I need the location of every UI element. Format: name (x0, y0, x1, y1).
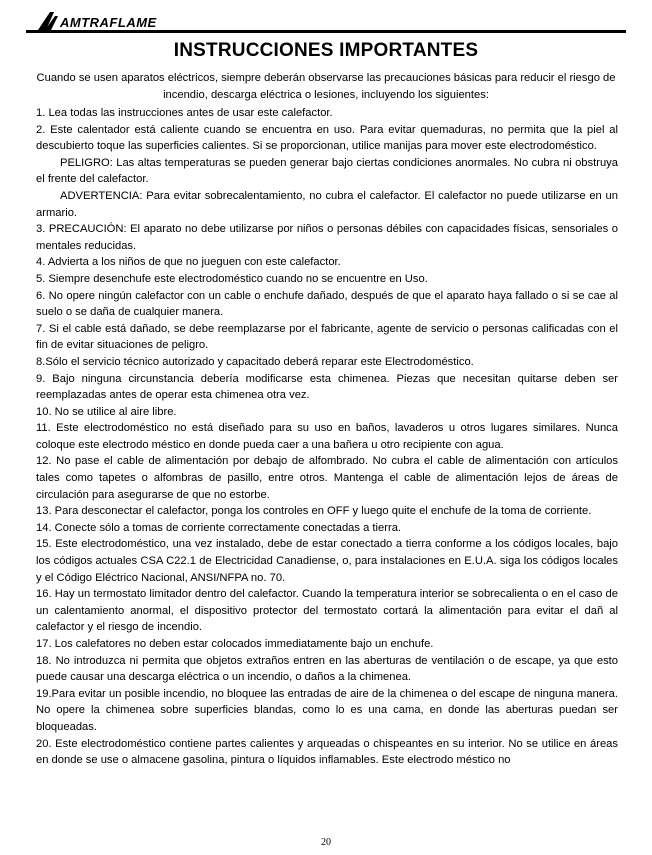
intro-paragraph: Cuando se usen aparatos eléctricos, siempre deberán observarse las precauciones básicas para reducir el riesgo de incendio, descarga eléctrica o lesiones, incluyendo los siguientes: (36, 72, 616, 101)
instruction-item: 7. Si el cable está dañado, se debe reemplazarse por el fabricante, agente de servicio o personas calificadas con el fin de evitar situaciones de peligro. (36, 322, 618, 352)
instruction-item: 11. Este electrodoméstico no está diseñado para su uso en baños, lavaderos u otros lugares similares. Nunca coloque este electrodo méstico en donde pueda caer a una bañera u otro recipiente con agua. (36, 422, 618, 451)
instruction-item: 5. Siempre desenchufe este electrodoméstico cuando no se encuentre en Uso. (36, 272, 428, 285)
instruction-item: PELIGRO: Las altas temperaturas se pueden generar bajo ciertas condiciones anormales. No cubra ni obstruya el frente del calefactor. (36, 156, 618, 186)
instruction-item: 14. Conecte sólo a tomas de corriente correctamente conectadas a tierra. (36, 521, 402, 534)
instruction-item: 17. Los calefatores no deben estar colocados immediatamente bajo un enchufe. (36, 638, 434, 650)
brand-logo (36, 8, 157, 32)
instruction-item: 6. No opere ningún calefactor con un cable o enchufe dañado, después de que el aparato haya fallado o si se cae al suelo o se daña de cualquier manera. (36, 289, 618, 319)
page-number: 20 (321, 837, 331, 848)
brand-name: AMTRAFLAME (60, 15, 157, 30)
instruction-item: 4. Advierta a los niños de que no jueguen con este calefactor. (36, 256, 341, 269)
page-title: INSTRUCCIONES IMPORTANTES (173, 40, 479, 61)
instruction-item: 19.Para evitar un posible incendio, no bloquee las entradas de aire de la chimenea o del escape de ninguna manera. No opere la chimenea sobre superficies blandas, como lo es una cama, en donde las aberturas puedan ser bloqueadas. (36, 687, 618, 733)
instruction-item: 20. Este electrodoméstico contiene partes calientes y arqueadas o chispeantes en su interior. No se utilice en áreas en donde se use o almacene gasolina, pintura o líquidos inflamables. Este electrodo méstico no (36, 737, 618, 767)
header-rule (26, 30, 626, 33)
page-header (26, 8, 626, 32)
instruction-item: 15. Este electrodoméstico, una vez instalado, debe de estar conectado a tierra conforme a los códigos locales, bajo los códigos actuales CSA C22.1 de Electricidad Canadiense, o, para instalaciones en E.U.A. siga los códigos locales y el Código Eléctrico Nacional, ANSI/NFPA no. 70. (36, 538, 618, 584)
instruction-item: 1. Lea todas las instrucciones antes de usar este calefactor. (36, 107, 333, 119)
instruction-item: 10. No se utilice al aire libre. (36, 405, 177, 418)
instruction-item: 13. Para desconectar el calefactor, ponga los controles en OFF y luego quite el enchufe de la toma de corriente. (36, 505, 592, 518)
instruction-item: ADVERTENCIA: Para evitar sobrecalentamiento, no cubra el calefactor. El calefactor no puede utilizarse en un armario. (36, 189, 618, 219)
instruction-item: 16. Hay un termostato limitador dentro del calefactor. Cuando la temperatura interior se sobrecalienta o en el caso de un calentamiento anormal, el dispositivo protector del termostato cortará la alimentación para evitar el dañ al calefactor y el riesgo de incendio. (36, 588, 618, 634)
instructions-list (36, 105, 618, 769)
instruction-item: 9. Bajo ninguna circunstancia debería modificarse esta chimenea. Piezas que necesitan quitarse deben ser reemplazadas antes de operar esta chimenea otra vez. (36, 372, 618, 402)
instruction-item: 12. No pase el cable de alimentación por debajo de alfombrado. No cubra el cable de alimentación con artículos tales como tapetes o alfombras de pasillo, entre otros. Mantenga el cable de alimentación lejos de áreas de circulación para asegurarse de que no estorbe. (36, 455, 618, 501)
instruction-item: 2. Este calentador está caliente cuando se encuentra en uso. Para evitar quemaduras, no permita que la piel al descubierto toque las superficies calientes. Si se proporcionan, utilice manijas para mover este electrodoméstico. (36, 123, 618, 153)
instruction-item: 8.Sólo el servicio técnico autorizado y capacitado deberá reparar este Electrodoméstico. (36, 355, 474, 368)
instruction-item: 18. No introduzca ni permita que objetos extraños entren en las aberturas de ventilación o de escape, ya que esto puede causar una descarga eléctrica o un incendio, o daños a la chimenea. (36, 654, 618, 684)
instruction-item: 3. PRECAUCIÓN: El aparato no debe utilizarse por niños o personas débiles con capacidades físicas, sensoriales o mentales reducidas. (36, 223, 618, 252)
